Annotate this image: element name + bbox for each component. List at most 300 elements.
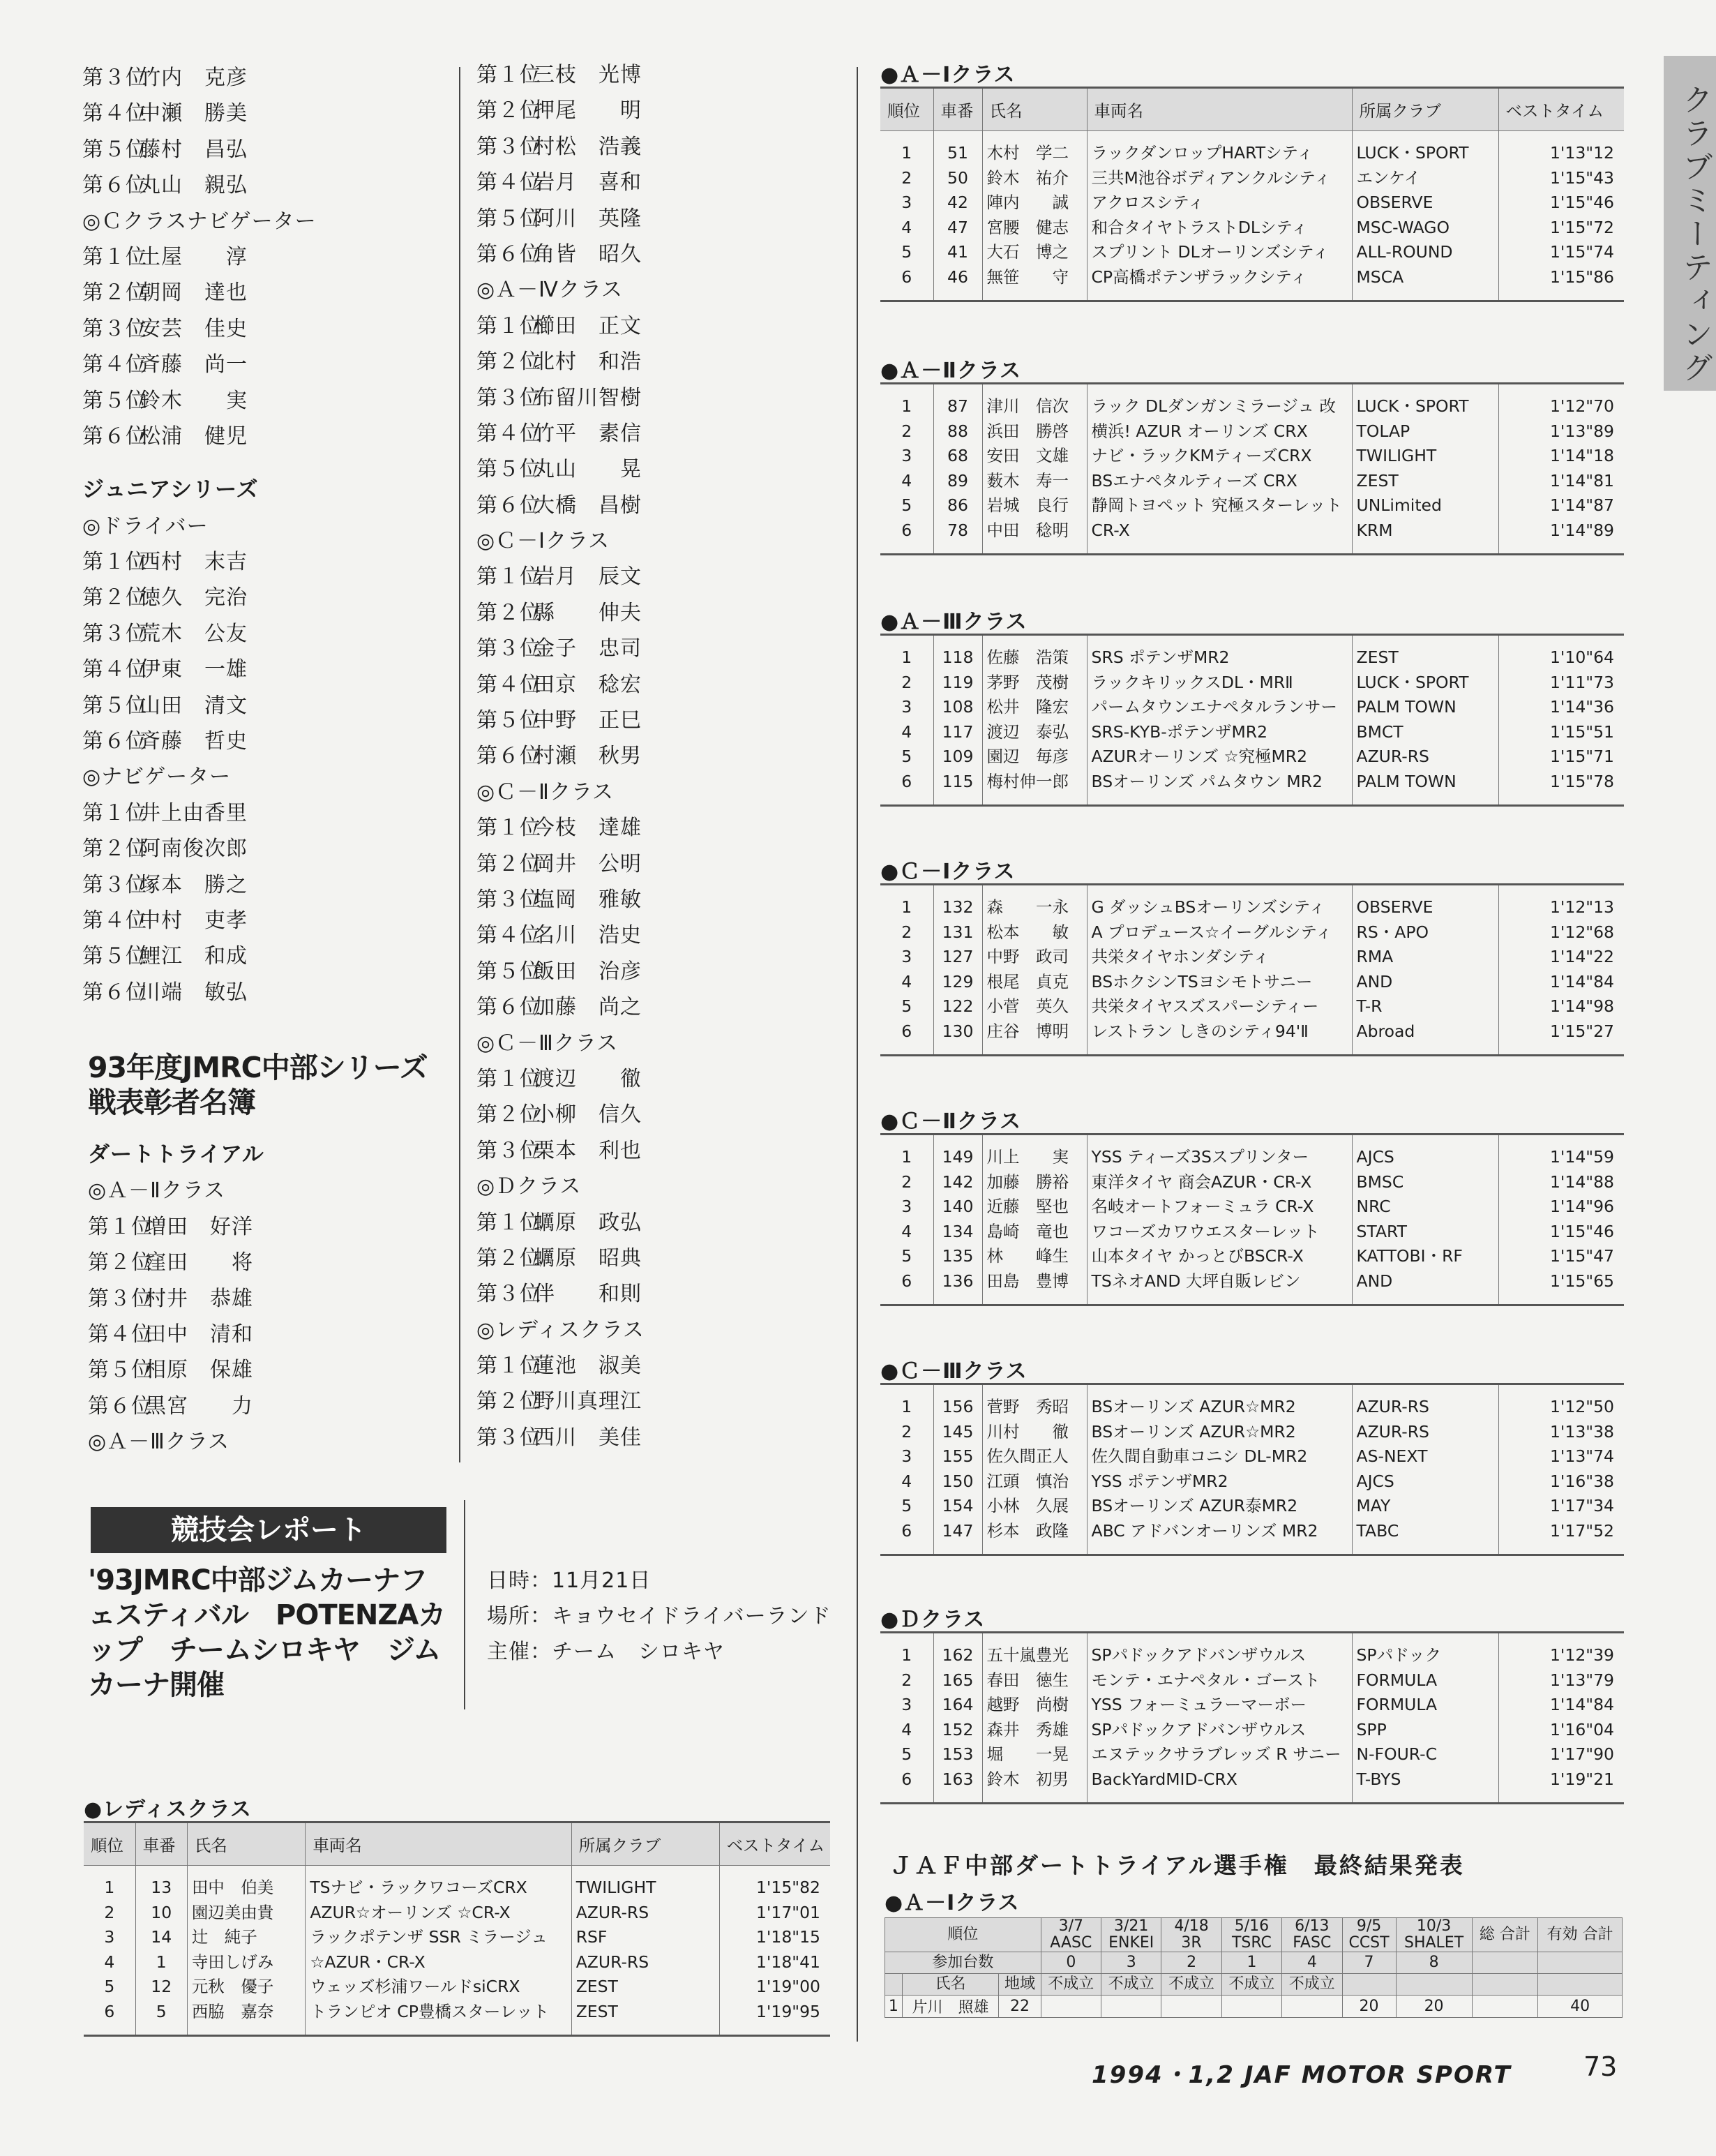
car-number-cell: 109 xyxy=(933,744,982,770)
round-score xyxy=(1282,1996,1342,2018)
side-tab-label: クラブミーティング xyxy=(1677,84,1713,385)
blank-cell xyxy=(1538,1952,1623,1974)
rank-header: 順位 xyxy=(885,1918,1041,1952)
round-date: 5/16 xyxy=(1234,1917,1270,1935)
best-time-cell: 1'13"38 xyxy=(1549,1421,1614,1442)
vehicle-cell: レストラン しきのシティ94'Ⅱ xyxy=(1087,1019,1352,1055)
list-line xyxy=(82,419,317,454)
rank-cell: 1 xyxy=(880,635,933,671)
list-line xyxy=(476,667,645,703)
driver-cell: 川村 徹 xyxy=(982,1420,1087,1445)
report-info-line: 日時：11月21日 xyxy=(487,1569,652,1593)
car-number-cell: 78 xyxy=(933,518,982,554)
rank-label: 第６位 xyxy=(476,744,541,769)
rank-label: 第３位 xyxy=(476,636,541,661)
column-divider-3 xyxy=(857,67,858,2042)
club-cell: ZEST xyxy=(1352,469,1498,494)
car-number-cell: 129 xyxy=(933,970,982,995)
best-time-cell: 1'18"15 xyxy=(755,1927,820,1947)
club-cell: MSC-WAGO xyxy=(1352,216,1498,241)
list-line xyxy=(476,57,645,93)
club-cell: SPパドック xyxy=(1352,1633,1498,1668)
round-note: 不成立 xyxy=(1161,1974,1221,1996)
championship-class-title: ●Ａ－Ⅰクラス xyxy=(885,1891,1020,1915)
club-cell: OBSERVE xyxy=(1352,190,1498,216)
best-time-cell: 1'18"41 xyxy=(755,1952,820,1972)
vehicle-cell: BSエナペタルティーズ CRX xyxy=(1087,469,1352,494)
driver-cell: 加藤 勝裕 xyxy=(982,1170,1087,1195)
rank-label: 第５位 xyxy=(476,206,541,231)
list-line xyxy=(476,989,645,1025)
club-cell: AND xyxy=(1352,1269,1498,1305)
list-line xyxy=(476,344,645,380)
car-number-cell: 50 xyxy=(933,166,982,191)
list-line xyxy=(88,1352,264,1388)
table-row xyxy=(84,1950,830,1975)
best-time-cell: 1'14"36 xyxy=(1549,697,1614,717)
car-number-cell: 149 xyxy=(933,1135,982,1170)
winner-name: 朝岡 達也 xyxy=(140,280,248,306)
class-subheading: ◎Ｃ－Ⅰクラス xyxy=(476,529,610,554)
car-number-cell: 134 xyxy=(933,1220,982,1245)
rank-cell: 6 xyxy=(84,2000,135,2035)
vehicle-cell: SPパドックアドバンザウルス xyxy=(1087,1633,1352,1668)
round-venue: CCST xyxy=(1348,1934,1390,1952)
driver-cell: 大石 博之 xyxy=(982,240,1087,265)
car-number-cell: 10 xyxy=(135,1901,187,1926)
report-info xyxy=(487,1563,831,1670)
driver-cell: 安田 文雄 xyxy=(982,444,1087,469)
rank-label: 第２位 xyxy=(82,585,147,611)
champ-header-row xyxy=(885,1918,1623,1952)
column-divider-2 xyxy=(464,1500,465,1709)
entries-label: 参加台数 xyxy=(885,1952,1041,1974)
winner-name: 増田 好洋 xyxy=(145,1214,253,1239)
driver-cell: 寺田しげみ xyxy=(187,1950,306,1975)
winner-name: 野川真理江 xyxy=(534,1389,642,1414)
car-number-cell: 162 xyxy=(933,1633,982,1668)
winner-name: 塚本 勝之 xyxy=(140,872,248,897)
table-row xyxy=(84,1925,830,1950)
best-time-cell: 1'17"52 xyxy=(1498,1519,1624,1555)
class-subheading: ◎Ａ－Ⅱクラス xyxy=(88,1178,226,1204)
club-cell: TOLAP xyxy=(1352,419,1498,444)
club-cell: TWILIGHT xyxy=(571,1866,719,1901)
driver-cell: 木村 学二 xyxy=(982,131,1087,166)
entries-count: 0 xyxy=(1041,1952,1101,1974)
winner-name: 蠣原 昭典 xyxy=(534,1245,642,1271)
car-number-cell: 47 xyxy=(933,216,982,241)
car-number-cell: 140 xyxy=(933,1195,982,1220)
list-line xyxy=(476,631,645,666)
table-row xyxy=(880,1195,1624,1220)
winner-name: 三枝 光博 xyxy=(534,63,642,87)
winner-name: 相原 保雄 xyxy=(145,1358,253,1383)
column-header: 車番 xyxy=(135,1822,187,1866)
results-table xyxy=(880,87,1624,302)
rank-label: 第４位 xyxy=(82,657,147,682)
rank-cell: 5 xyxy=(880,1742,933,1767)
winner-name: 斉藤 哲史 xyxy=(140,729,248,754)
driver-cell: 庄谷 博明 xyxy=(982,1019,1087,1055)
car-number-cell: 86 xyxy=(933,493,982,518)
vehicle-cell: SPパドックアドバンザウルス xyxy=(1087,1718,1352,1743)
table-row xyxy=(880,885,1624,920)
rank-label: 第５位 xyxy=(82,693,147,718)
rank-label: 第１位 xyxy=(476,564,541,590)
list-line xyxy=(88,1424,264,1460)
driver-cell: 陣内 誠 xyxy=(982,190,1087,216)
winner-name: 岡井 公明 xyxy=(534,851,642,876)
rank-cell: 2 xyxy=(880,419,933,444)
car-number-cell: 117 xyxy=(933,720,982,745)
rank-cell: 6 xyxy=(880,1519,933,1555)
column-header: 車番 xyxy=(933,88,982,131)
table-row xyxy=(880,1444,1624,1469)
class-title: ●Ｃ－Ⅰクラス xyxy=(880,860,1016,884)
list-line xyxy=(476,129,645,165)
winner-name: 北村 和浩 xyxy=(534,350,642,375)
club-cell: OBSERVE xyxy=(1352,885,1498,920)
table-row xyxy=(880,1420,1624,1445)
car-number-cell: 136 xyxy=(933,1269,982,1305)
list-line xyxy=(82,867,317,903)
best-time-cell: 1'15"46 xyxy=(1549,1221,1614,1241)
rank-label: 第４位 xyxy=(88,1322,153,1347)
driver-cell: 松本 敏 xyxy=(982,920,1087,945)
winner-name: 中瀬 勝美 xyxy=(140,101,248,126)
club-cell: ZEST xyxy=(1352,635,1498,671)
series-heading: ジュニアシリーズ xyxy=(82,477,259,503)
car-number-cell: 164 xyxy=(933,1693,982,1718)
table-row xyxy=(880,265,1624,301)
best-time-cell: 1'17"34 xyxy=(1549,1496,1614,1516)
rank-label: 第２位 xyxy=(82,837,147,862)
round-note: 不成立 xyxy=(1282,1974,1342,1996)
round-venue: 3R xyxy=(1181,1934,1202,1952)
rank-label: 第１位 xyxy=(476,1354,541,1379)
car-number-cell: 89 xyxy=(933,469,982,494)
table-row xyxy=(880,518,1624,554)
class-subheading: ◎Ａ－Ⅳクラス xyxy=(476,278,623,303)
club-cell: ZEST xyxy=(571,2000,719,2035)
driver-cell: 森 一永 xyxy=(982,885,1087,920)
col1-award-list xyxy=(82,60,317,1010)
club-cell: ALL-ROUND xyxy=(1352,240,1498,265)
vehicle-cell: BSオーリンズ AZUR泰MR2 xyxy=(1087,1494,1352,1519)
class-title: ●Ａ－Ⅱクラス xyxy=(880,359,1022,383)
driver-cell: 中田 稔明 xyxy=(982,518,1087,554)
rank-cell: 6 xyxy=(880,1767,933,1803)
winner-name: 飯田 治彦 xyxy=(534,959,642,984)
table-row xyxy=(880,493,1624,518)
winner-name: 黒宮 力 xyxy=(145,1393,253,1418)
winner-name: 櫛田 正文 xyxy=(534,313,642,338)
car-number-cell: 132 xyxy=(933,885,982,920)
best-time-cell: 1'15"47 xyxy=(1549,1246,1614,1266)
list-line xyxy=(82,239,317,275)
rank-label: 第３位 xyxy=(476,887,541,912)
club-cell: LUCK・SPORT xyxy=(1352,384,1498,419)
winner-name: 田中 清和 xyxy=(145,1322,253,1347)
list-line xyxy=(82,580,317,615)
list-line xyxy=(476,1348,645,1384)
rank-cell: 3 xyxy=(880,1444,933,1469)
rank-label: 第１位 xyxy=(82,244,147,269)
table-row xyxy=(880,1170,1624,1195)
round-header xyxy=(1041,1918,1101,1952)
vehicle-cell: ラックポテンザ SSR ミラージュ xyxy=(306,1925,571,1950)
class-title: ●Ｃ－Ⅱクラス xyxy=(880,1109,1022,1134)
table-row xyxy=(880,384,1624,419)
column-header: 所属クラブ xyxy=(571,1822,719,1866)
blank-cell xyxy=(1538,1974,1623,1996)
vehicle-cell: SRS ポテンザMR2 xyxy=(1087,635,1352,671)
driver-cell: 菅野 秀昭 xyxy=(982,1384,1087,1420)
club-cell: SPP xyxy=(1352,1718,1498,1743)
list-line xyxy=(476,559,645,594)
club-cell: RS・APO xyxy=(1352,920,1498,945)
car-number-cell: 135 xyxy=(933,1244,982,1269)
rank-label: 第４位 xyxy=(476,923,541,948)
rank-cell: 5 xyxy=(880,994,933,1019)
total-header: 総 合計 xyxy=(1472,1918,1538,1952)
table-row xyxy=(880,1668,1624,1693)
rank-label: 第３位 xyxy=(476,134,541,159)
results-table xyxy=(880,883,1624,1056)
rank-label: 第３位 xyxy=(476,385,541,410)
list-line xyxy=(476,1133,645,1169)
winner-name: 村瀬 秋男 xyxy=(534,744,642,769)
winner-name: 丸山 親弘 xyxy=(140,173,248,198)
class-title: ●レディスクラス xyxy=(84,1797,252,1822)
winner-name: 大橋 昌樹 xyxy=(534,493,642,518)
rank-cell: 4 xyxy=(880,720,933,745)
list-line xyxy=(88,1388,264,1424)
table-row xyxy=(880,1519,1624,1555)
list-line xyxy=(82,688,317,724)
winner-name: 名川 浩史 xyxy=(534,923,642,948)
results-table xyxy=(880,634,1624,807)
winner-name: 安芸 佳史 xyxy=(140,316,248,341)
rank-label: 第６位 xyxy=(82,729,147,754)
list-line xyxy=(88,1317,264,1352)
best-time-cell: 1'15"51 xyxy=(1549,721,1614,742)
driver-cell: 松井 隆宏 xyxy=(982,695,1087,720)
winner-name: 伊東 一雄 xyxy=(140,657,248,682)
vehicle-cell: TSナビ・ラックワコーズCRX xyxy=(306,1866,571,1901)
award-list-title: 93年度JMRC中部シリーズ戦表彰者名簿 xyxy=(88,1051,428,1119)
list-line xyxy=(82,616,317,652)
car-number-cell: 122 xyxy=(933,994,982,1019)
best-time-cell: 1'14"22 xyxy=(1549,947,1614,967)
column-header: 車両名 xyxy=(1087,88,1352,131)
car-number-cell: 41 xyxy=(933,240,982,265)
rank-label: 第２位 xyxy=(476,1389,541,1414)
winner-name: 押尾 明 xyxy=(534,98,642,123)
winner-name: 蠣原 政弘 xyxy=(534,1210,642,1235)
car-number-cell: 108 xyxy=(933,695,982,720)
results-table xyxy=(880,382,1624,555)
vehicle-cell: BSオーリンズ AZUR☆MR2 xyxy=(1087,1420,1352,1445)
club-cell: FORMULA xyxy=(1352,1693,1498,1718)
rank-cell: 4 xyxy=(880,1220,933,1245)
driver-cell: 越野 尚樹 xyxy=(982,1693,1087,1718)
rank-label: 第６位 xyxy=(82,980,147,1005)
rank-label: 第３位 xyxy=(82,316,147,341)
championship-table xyxy=(885,1917,1623,2018)
list-line xyxy=(476,1169,645,1204)
class-subheading: ◎Ｃ－Ⅱクラス xyxy=(476,779,615,804)
vehicle-cell: ラックキリックスDL・MRⅡ xyxy=(1087,671,1352,696)
list-line xyxy=(476,810,645,846)
best-time-cell: 1'14"98 xyxy=(1549,996,1614,1017)
rank-label: 第２位 xyxy=(476,1102,541,1128)
round-header xyxy=(1342,1918,1396,1952)
driver-cell: 杉本 政隆 xyxy=(982,1519,1087,1555)
club-cell: Abroad xyxy=(1352,1019,1498,1055)
vehicle-cell: ☆AZUR・CR-X xyxy=(306,1950,571,1975)
winner-name: 金子 忠司 xyxy=(534,636,642,661)
table-row xyxy=(880,1244,1624,1269)
rank-label: 第２位 xyxy=(88,1250,153,1275)
rank-label: 第２位 xyxy=(476,600,541,625)
list-line xyxy=(476,523,645,559)
entries-count: 3 xyxy=(1101,1952,1161,1974)
driver-cell: 田島 豊博 xyxy=(982,1269,1087,1305)
rank-cell: 3 xyxy=(880,945,933,970)
driver-cell: 梅村伸一郎 xyxy=(982,770,1087,805)
best-time-cell: 1'15"72 xyxy=(1549,217,1614,237)
vehicle-cell: 三共M池谷ボディアンクルシティ xyxy=(1087,166,1352,191)
driver-cell: 鈴木 祐介 xyxy=(982,166,1087,191)
column-header: 車両名 xyxy=(306,1822,571,1866)
best-time-cell: 1'11"73 xyxy=(1549,672,1614,692)
list-line xyxy=(82,60,317,96)
results-table xyxy=(880,1631,1624,1804)
table-row xyxy=(880,469,1624,494)
round-date: 10/3 xyxy=(1416,1917,1452,1935)
best-time-cell: 1'13"89 xyxy=(1549,421,1614,441)
winner-name: 岩月 喜和 xyxy=(534,170,642,195)
club-cell: AZUR-RS xyxy=(571,1950,719,1975)
best-time-cell: 1'15"82 xyxy=(755,1878,820,1897)
entries-count: 4 xyxy=(1282,1952,1342,1974)
driver-region: 22 xyxy=(999,1996,1041,2018)
list-line xyxy=(476,1276,645,1312)
results-table xyxy=(880,1383,1624,1556)
list-line xyxy=(88,1173,264,1208)
car-number-cell: 156 xyxy=(933,1384,982,1420)
list-line xyxy=(88,1281,264,1317)
winner-name: 伴 和則 xyxy=(534,1282,642,1307)
winner-name: 阿南俊次郎 xyxy=(140,837,248,862)
list-line xyxy=(476,308,645,344)
column-header: 順位 xyxy=(84,1822,135,1866)
best-time-cell: 1'14"18 xyxy=(1549,446,1614,466)
best-time-cell: 1'10"64 xyxy=(1498,635,1624,671)
club-cell: AJCS xyxy=(1352,1135,1498,1170)
rank-label: 第４位 xyxy=(476,170,541,195)
vehicle-cell: トランピオ CP豊橋スターレット xyxy=(306,2000,571,2035)
table-row xyxy=(880,1019,1624,1055)
blank-cell xyxy=(1472,1952,1538,1974)
class-subheading: ◎Ｃ－Ⅲクラス xyxy=(476,1031,618,1056)
rank-label: 第５位 xyxy=(82,137,147,162)
best-time-cell: 1'14"89 xyxy=(1498,518,1624,554)
rank-cell: 5 xyxy=(880,744,933,770)
rank-label: 第６位 xyxy=(88,1393,153,1418)
rank-label: 第１位 xyxy=(476,1066,541,1091)
driver-cell: 宮腰 健志 xyxy=(982,216,1087,241)
class-subheading: ◎Ｃクラスナビゲーター xyxy=(82,209,317,234)
driver-cell: 鈴木 初男 xyxy=(982,1767,1087,1803)
table-row xyxy=(880,1469,1624,1495)
driver-cell: 西脇 嘉奈 xyxy=(187,2000,306,2035)
club-cell: エンケイ xyxy=(1352,166,1498,191)
driver-cell: 辻 純子 xyxy=(187,1925,306,1950)
table-row xyxy=(880,131,1624,166)
table-row xyxy=(880,1633,1624,1668)
round-venue: SHALET xyxy=(1403,1934,1464,1952)
results-table xyxy=(84,1821,830,2037)
vehicle-cell: パームタウンエナペタルランサー xyxy=(1087,695,1352,720)
section-side-tab xyxy=(1664,56,1716,391)
car-number-cell: 145 xyxy=(933,1420,982,1445)
list-line xyxy=(82,544,317,580)
club-cell: AZUR-RS xyxy=(1352,1420,1498,1445)
round-venue: AASC xyxy=(1050,1934,1092,1952)
list-line xyxy=(82,96,317,131)
table-row xyxy=(880,166,1624,191)
rank-cell: 5 xyxy=(880,1244,933,1269)
car-number-cell: 142 xyxy=(933,1170,982,1195)
driver-cell: 島崎 竜也 xyxy=(982,1220,1087,1245)
vehicle-cell: 共栄タイヤスズスパーシティー xyxy=(1087,994,1352,1019)
rank-cell: 3 xyxy=(880,444,933,469)
vehicle-cell: 静岡トヨペット 究極スターレット xyxy=(1087,493,1352,518)
winner-name: 竹内 克彦 xyxy=(140,66,248,90)
club-cell: KRM xyxy=(1352,518,1498,554)
car-number-cell: 12 xyxy=(135,1975,187,2000)
rank-cell: 3 xyxy=(880,190,933,216)
round-note: 不成立 xyxy=(1041,1974,1101,1996)
class-subheading: ◎レディスクラス xyxy=(476,1317,645,1342)
best-time-cell: 1'16"04 xyxy=(1549,1719,1614,1739)
vehicle-cell: 東洋タイヤ 商会AZUR・CR-X xyxy=(1087,1170,1352,1195)
vehicle-cell: YSS フォーミュラーマーボー xyxy=(1087,1693,1352,1718)
best-time-cell: 1'12"50 xyxy=(1498,1384,1624,1420)
rank-label: 第６位 xyxy=(476,493,541,518)
winner-name: 角皆 昭久 xyxy=(534,241,642,267)
best-time-cell: 1'15"43 xyxy=(1549,167,1614,188)
vehicle-cell: AZURオーリンズ ☆究極MR2 xyxy=(1087,744,1352,770)
round-score xyxy=(1161,1996,1221,2018)
list-line xyxy=(476,201,645,237)
winner-name: 蓮池 淑美 xyxy=(534,1354,642,1379)
winner-name: 中野 正巳 xyxy=(534,708,642,733)
list-line xyxy=(88,1137,264,1173)
class-title: ●Ｃ－Ⅲクラス xyxy=(880,1359,1028,1384)
rank-label: 第２位 xyxy=(476,1245,541,1271)
report-title: '93JMRC中部ジムカーナフェスティバル POTENZAカップ チームシロキヤ ジムカーナ開催 xyxy=(88,1564,446,1701)
winner-name: 田京 稔宏 xyxy=(534,672,642,697)
winner-name: 小柳 信久 xyxy=(534,1102,642,1128)
column-header: 氏名 xyxy=(187,1822,306,1866)
name-row xyxy=(885,1974,1623,1996)
best-time-cell: 1'12"39 xyxy=(1498,1633,1624,1668)
driver-cell: 根尾 貞克 xyxy=(982,970,1087,995)
